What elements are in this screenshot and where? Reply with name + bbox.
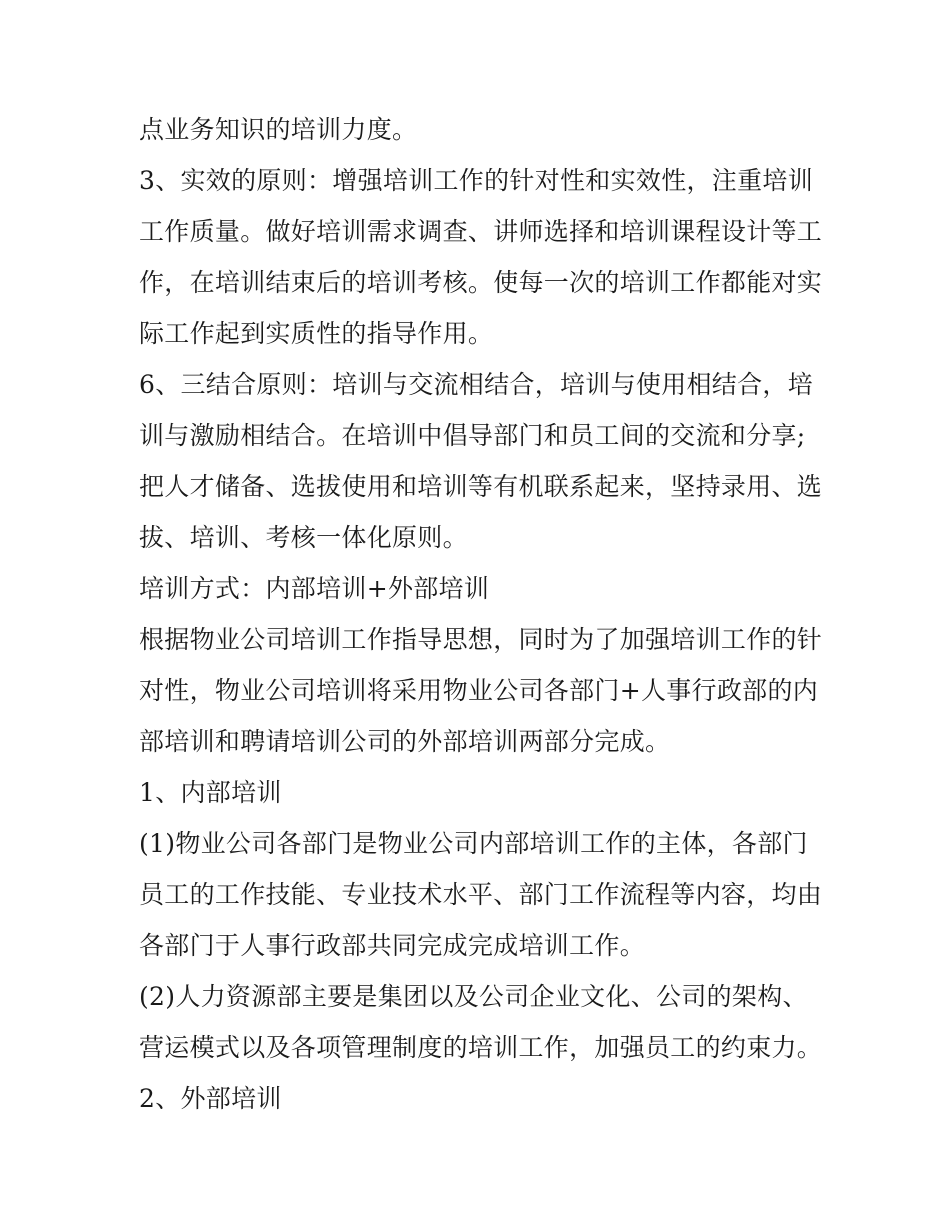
paragraph-line: 把人才储备、选拔使用和培训等有机联系起来，坚持录用、选: [139, 472, 823, 501]
paragraph-line: 作，在培训结束后的培训考核。使每一次的培训工作都能对实: [139, 268, 823, 297]
paragraph-line: 根据物业公司培训工作指导思想，同时为了加强培训工作的针: [139, 625, 823, 654]
training-method-heading: 培训方式：内部培训+外部培训: [139, 574, 490, 603]
paragraph-line: (1)物业公司各部门是物业公司内部培训工作的主体，各部门: [139, 829, 808, 858]
principle-3-heading-line: 3、实效的原则：增强培训工作的针对性和实效性，注重培训: [139, 166, 814, 195]
principle-6-heading-line: 6、三结合原则：培训与交流相结合，培训与使用相结合，培: [139, 370, 814, 399]
paragraph-line: (2)人力资源部主要是集团以及公司企业文化、公司的架构、: [139, 982, 808, 1011]
paragraph-line: 际工作起到实质性的指导作用。: [139, 319, 494, 348]
paragraph-line: 对性，物业公司培训将采用物业公司各部门+人事行政部的内: [139, 676, 819, 705]
paragraph-line: 部培训和聘请培训公司的外部培训两部分完成。: [139, 727, 671, 756]
paragraph-line: 营运模式以及各项管理制度的培训工作，加强员工的约束力。: [139, 1033, 823, 1062]
paragraph-line: 工作质量。做好培训需求调查、讲师选择和培训课程设计等工: [139, 217, 823, 246]
paragraph-line: 员工的工作技能、专业技术水平、部门工作流程等内容，均由: [139, 880, 823, 909]
internal-training-heading: 1、内部培训: [139, 778, 282, 807]
paragraph-line: 点业务知识的培训力度。: [139, 115, 418, 144]
external-training-heading: 2、外部培训: [139, 1084, 282, 1113]
document-body: [139, 104, 823, 1124]
paragraph-line: 各部门于人事行政部共同完成完成培训工作。: [139, 931, 646, 960]
paragraph-line: 训与激励相结合。在培训中倡导部门和员工间的交流和分享;: [139, 421, 806, 450]
paragraph-line: 拔、培训、考核一体化原则。: [139, 523, 468, 552]
